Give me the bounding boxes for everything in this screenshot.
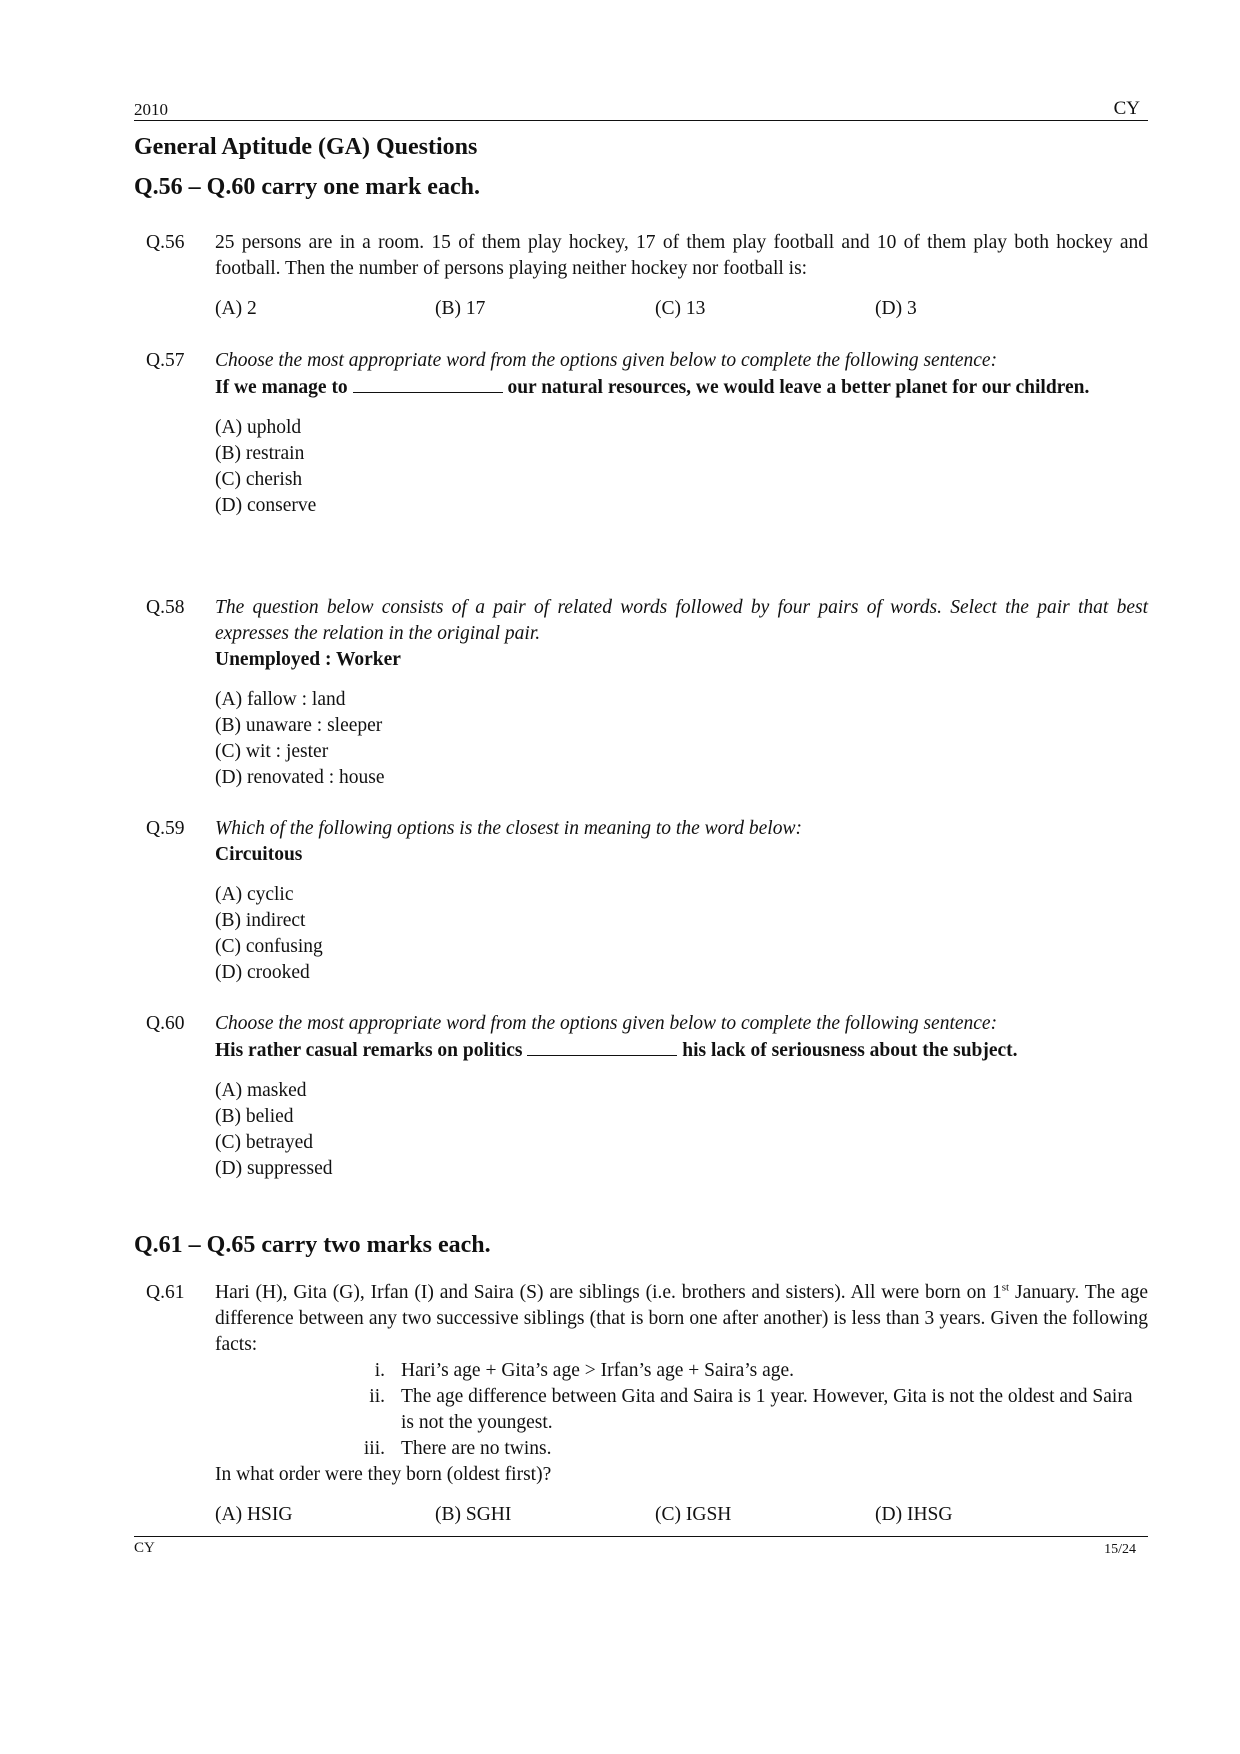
fact-item <box>340 1436 1148 1462</box>
sentence-before: His rather casual remarks on politics <box>215 1040 523 1061</box>
question-60 <box>134 1011 1148 1182</box>
option-d: (D) crooked <box>215 962 310 983</box>
question-58 <box>134 595 1148 791</box>
options-list <box>215 687 1148 791</box>
target-word: Circuitous <box>215 844 303 865</box>
question-number: Q.60 <box>146 1013 185 1034</box>
option-a: (A) fallow : land <box>215 689 346 710</box>
question-instruction: Choose the most appropriate word from the options given below to complete the following sentence: <box>215 350 998 371</box>
sentence-after: his lack of seriousness about the subject. <box>682 1040 1018 1061</box>
header-rule <box>134 120 1148 121</box>
question-text <box>215 1280 1148 1358</box>
question-61 <box>134 1280 1148 1528</box>
question-sentence <box>215 1037 1148 1064</box>
option-c: (C) confusing <box>215 936 323 957</box>
footer-paper-code: CY <box>134 1540 155 1556</box>
question-number: Q.59 <box>146 818 185 839</box>
section-subtitle-one-mark: Q.56 – Q.60 carry one mark each. <box>134 174 480 200</box>
option-d: (D) IHSG <box>875 1504 953 1525</box>
question-number: Q.56 <box>146 232 185 253</box>
option-a: (A) masked <box>215 1080 307 1101</box>
option-b: (B) SGHI <box>435 1504 512 1525</box>
question-59 <box>134 816 1148 986</box>
option-b: (B) belied <box>215 1106 294 1127</box>
option-d: (D) renovated : house <box>215 767 385 788</box>
fact-text: There are no twins. <box>401 1438 552 1459</box>
option-d: (D) 3 <box>875 298 917 319</box>
sentence-before: If we manage to <box>215 377 348 398</box>
question-number: Q.61 <box>146 1282 185 1303</box>
option-d: (D) conserve <box>215 495 317 516</box>
question-instruction: Which of the following options is the closest in meaning to the word below: <box>215 818 802 839</box>
word-pair: Unemployed : Worker <box>215 649 401 670</box>
question-57 <box>134 348 1148 519</box>
options-list <box>215 1078 1148 1182</box>
fact-number: iii. <box>363 1438 385 1459</box>
fact-text: The age difference between Gita and Saira is 1 year. However, Gita is not the oldest and Saira is not the youngest. <box>401 1386 1133 1433</box>
question-number: Q.57 <box>146 350 185 371</box>
fact-number: i. <box>374 1360 385 1381</box>
option-d: (D) suppressed <box>215 1158 333 1179</box>
fact-text: Hari’s age + Gita’s age > Irfan’s age + Saira’s age. <box>401 1360 795 1381</box>
question-prompt: In what order were they born (oldest first)? <box>215 1464 552 1485</box>
text-part-a: Hari (H), Gita (G), Irfan (I) and Saira (S) are siblings (i.e. brothers and sisters). All were born on 1 <box>215 1282 1002 1303</box>
option-c: (C) wit : jester <box>215 741 329 762</box>
section-title: General Aptitude (GA) Questions <box>134 134 478 160</box>
option-b: (B) restrain <box>215 443 305 464</box>
footer-page-number: 15/24 <box>1104 1542 1136 1557</box>
option-c: (C) betrayed <box>215 1132 313 1153</box>
option-a: (A) HSIG <box>215 1504 293 1525</box>
option-a: (A) 2 <box>215 298 257 319</box>
text-part-b: January. The age difference between any two successive siblings (that is born one after another) is less than 3 years. Given the following facts: <box>215 1282 1148 1355</box>
options-list <box>215 415 1148 519</box>
question-text: 25 persons are in a room. 15 of them play hockey, 17 of them play football and 10 of them play both hockey and football. Then the number of persons playing neither hockey nor football is: <box>215 232 1148 279</box>
question-56 <box>134 230 1148 322</box>
question-instruction: Choose the most appropriate word from the options given below to complete the following sentence: <box>215 1013 998 1034</box>
option-a: (A) cyclic <box>215 884 294 905</box>
fact-number: ii. <box>369 1386 385 1407</box>
header-paper-code: CY <box>1113 98 1140 119</box>
option-a: (A) uphold <box>215 417 302 438</box>
question-sentence <box>215 374 1148 401</box>
question-instruction: The question below consists of a pair of related words followed by four pairs of words. Select the pair that best expresses the relation in the original pair. <box>215 597 1148 644</box>
options-row <box>215 1502 1148 1528</box>
section-subtitle-two-marks: Q.61 – Q.65 carry two marks each. <box>134 1232 491 1258</box>
fill-blank <box>527 1037 677 1056</box>
facts-list <box>340 1358 1148 1462</box>
footer-rule <box>134 1536 1148 1537</box>
option-b: (B) indirect <box>215 910 306 931</box>
text-superscript: st <box>1001 1281 1010 1294</box>
option-c: (C) IGSH <box>655 1504 732 1525</box>
header-year: 2010 <box>134 100 168 119</box>
fill-blank <box>353 374 503 393</box>
option-c: (C) 13 <box>655 298 706 319</box>
question-number: Q.58 <box>146 597 185 618</box>
option-c: (C) cherish <box>215 469 303 490</box>
fact-item <box>340 1384 1148 1436</box>
options-row <box>215 296 1148 322</box>
fact-item <box>340 1358 1148 1384</box>
option-b: (B) 17 <box>435 298 486 319</box>
options-list <box>215 882 1148 986</box>
option-b: (B) unaware : sleeper <box>215 715 383 736</box>
sentence-after: our natural resources, we would leave a better planet for our children. <box>507 377 1090 398</box>
